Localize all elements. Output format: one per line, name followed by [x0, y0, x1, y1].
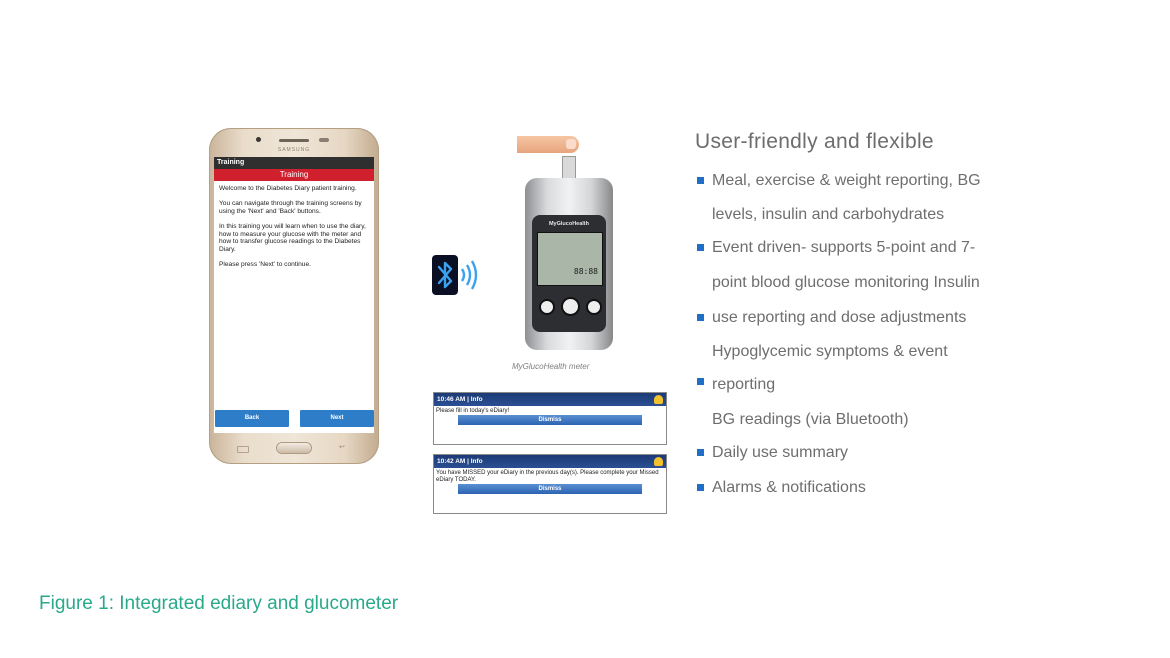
bullet-icon	[697, 484, 704, 491]
bullet-icon	[697, 177, 704, 184]
notification-message: Please fill in today's eDiary!	[436, 408, 510, 414]
notification-time: 10:42 AM | Info	[437, 458, 483, 465]
notification-header	[434, 455, 666, 468]
dismiss-button[interactable]: Dismiss	[458, 415, 642, 425]
meter-brand: MyGlucoHealth	[548, 221, 590, 227]
finger-image	[517, 136, 579, 153]
glucose-meter	[525, 178, 613, 350]
feature-line: Alarms & notifications	[712, 479, 866, 496]
training-text	[214, 181, 374, 269]
proximity-sensor	[319, 138, 329, 142]
meter-right-button[interactable]	[586, 299, 602, 315]
feature-line: levels, insulin and carbohydrates	[712, 206, 945, 223]
dismiss-button[interactable]: Dismiss	[458, 484, 642, 494]
training-paragraph: You can navigate through the training screens by using the 'Next' and 'Back' buttons.	[219, 200, 362, 215]
phone-screen	[214, 157, 374, 433]
next-button[interactable]: Next	[300, 410, 374, 427]
training-paragraph: Please press 'Next' to continue.	[219, 260, 311, 268]
notification-card	[433, 454, 667, 514]
front-camera	[256, 137, 261, 142]
app-title: Training	[214, 157, 374, 169]
feature-line: reporting	[712, 376, 776, 393]
bluetooth-icon	[430, 254, 482, 296]
back-button[interactable]: Back	[215, 410, 289, 427]
phone-brand: SAMSUNG	[277, 147, 311, 153]
bullet-icon	[697, 244, 704, 251]
fingernail	[566, 139, 576, 149]
feature-line: point blood glucose monitoring Insulin	[712, 274, 980, 291]
training-paragraph: In this training you will learn when to use the diary, how to measure your glucose with the meter and how to transfer glucose readings to the Diabetes Diary.	[219, 222, 366, 253]
smartphone	[209, 128, 379, 464]
bell-icon	[654, 395, 663, 404]
training-paragraph: Welcome to the Diabetes Diary patient training.	[219, 185, 357, 192]
meter-readout-digits: 88:88	[573, 267, 598, 276]
meter-center-button[interactable]	[561, 297, 580, 316]
earpiece	[279, 139, 309, 142]
notification-card	[433, 392, 667, 445]
recent-apps-icon[interactable]	[237, 446, 249, 453]
notification-message: You have MISSED your eDiary in the previous day(s). Please complete your Missed eDiary TODAY.	[436, 470, 659, 483]
feature-line: Hypoglycemic symptoms & event	[712, 343, 948, 360]
bell-icon	[654, 457, 663, 466]
notification-time: 10:46 AM | Info	[437, 396, 483, 403]
feature-line: use reporting and dose adjustments	[712, 309, 967, 326]
meter-display	[537, 232, 603, 286]
training-banner: Training	[214, 169, 374, 181]
meter-left-button[interactable]	[539, 299, 555, 315]
features-title: User-friendly and flexible	[695, 130, 934, 153]
figure-caption: Figure 1: Integrated ediary and glucometer	[39, 593, 399, 614]
meter-caption: MyGlucoHealth meter	[512, 362, 590, 371]
bullet-icon	[697, 314, 704, 321]
bullet-icon	[697, 449, 704, 456]
feature-line: Meal, exercise & weight reporting, BG	[712, 172, 981, 189]
feature-line: BG readings (via Bluetooth)	[712, 411, 909, 428]
home-button[interactable]	[277, 443, 311, 453]
feature-line: Event driven- supports 5-point and 7-	[712, 239, 976, 256]
feature-line: Daily use summary	[712, 444, 849, 461]
back-nav-icon[interactable]: ↩	[339, 444, 345, 451]
bullet-icon	[697, 378, 704, 385]
notification-header	[434, 393, 666, 406]
